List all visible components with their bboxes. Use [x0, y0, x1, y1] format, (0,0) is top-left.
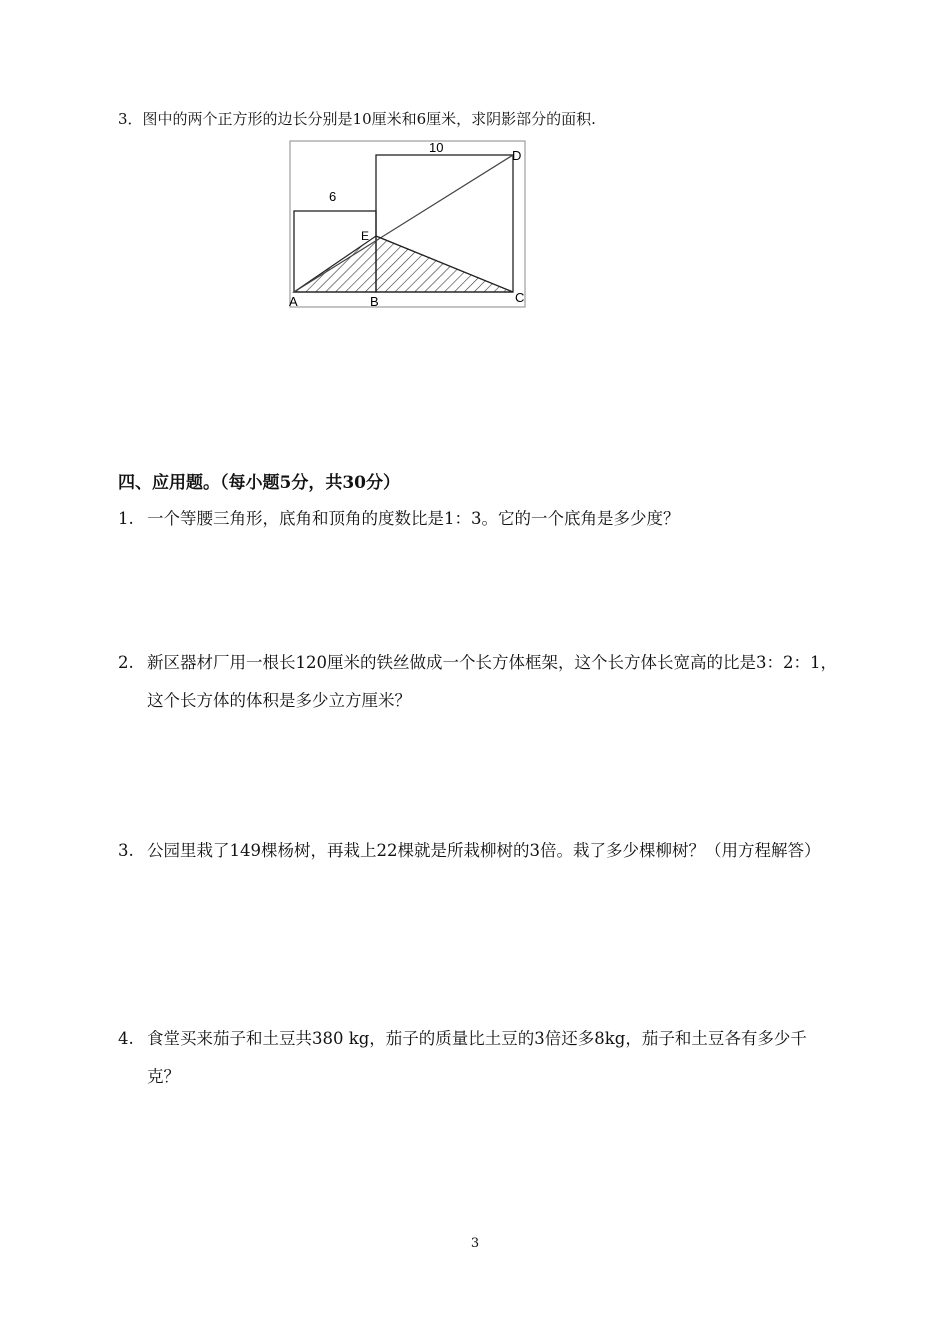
question-text: 食堂买来茄子和土豆共380 kg，茄子的质量比土豆的3倍还多8kg，茄子和土豆各有多少千克？ [147, 1029, 807, 1086]
question-item [118, 1020, 838, 1096]
label-big-side: 10 [429, 140, 444, 155]
label-point-a: A [289, 294, 298, 309]
label-point-b: B [370, 294, 379, 309]
label-small-side: 6 [329, 189, 337, 204]
question-text: 公园里栽了149棵杨树，再栽上22棵就是所栽柳树的3倍。栽了多少棵柳树？（用方程解答） [147, 841, 821, 860]
label-point-e: E [361, 229, 370, 243]
question-number: 3. [118, 841, 134, 860]
question-text: 新区器材厂用一根长120厘米的铁丝做成一个长方体框架，这个长方体长宽高的比是3：2：1，这个长方体的体积是多少立方厘米？ [147, 653, 837, 710]
squares-figure [289, 140, 529, 310]
question-text: 一个等腰三角形，底角和顶角的度数比是1：3。它的一个底角是多少度？ [147, 509, 680, 528]
question-item [118, 500, 838, 538]
section-title: 四、应用题。（每小题5分，共30分） [118, 473, 400, 493]
question-number: 2. [118, 653, 134, 672]
problem-3 [118, 108, 596, 129]
shaded-triangle [294, 236, 513, 292]
label-point-c: C [515, 290, 525, 305]
problem-3-number: 3． [118, 110, 143, 128]
question-item [118, 644, 838, 720]
page-number: 3 [470, 1236, 480, 1251]
question-number: 1. [118, 509, 134, 528]
label-point-d: D [512, 148, 522, 163]
question-item [118, 832, 838, 870]
problem-3-text: 图中的两个正方形的边长分别是10厘米和6厘米，求阴影部分的面积. [142, 110, 596, 128]
question-number: 4. [118, 1029, 134, 1048]
